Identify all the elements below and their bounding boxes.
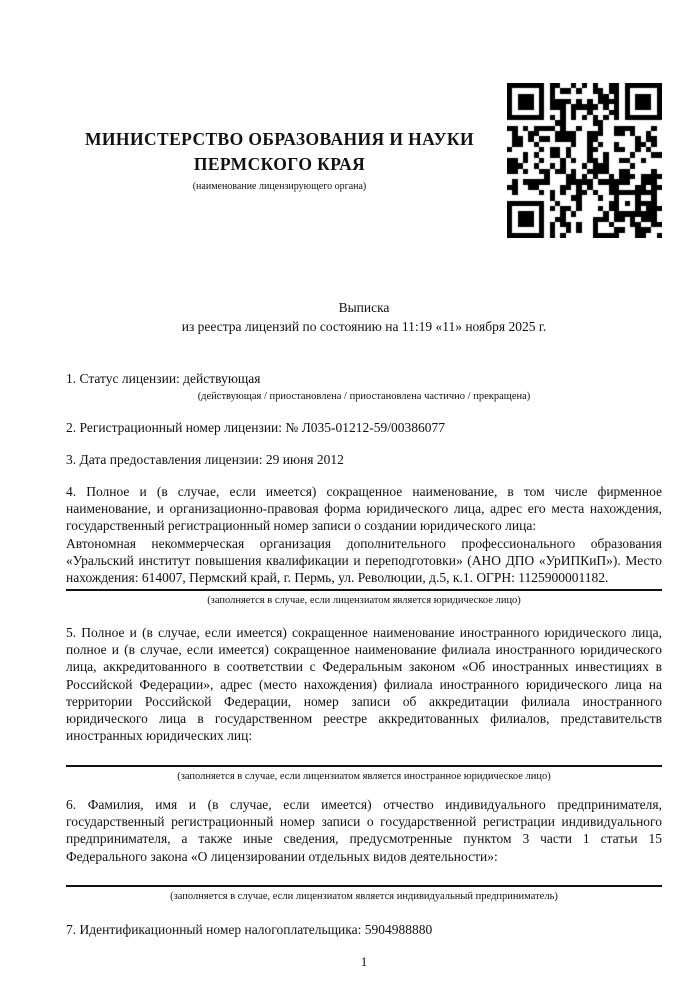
foreign-entity-caption: (заполняется в случае, если лицензиатом является иностранное юридическое лицо) (177, 770, 551, 782)
legal-entity-prompt: 4. Полное и (в случае, если имеется) сокращенное наименование, в том числе фирменное наименование, и организационно-правовая форма юридического лица, адрес его места нахождения, государственный регистрационный номер записи о создании юридического лица: (66, 483, 662, 534)
taxpayer-number-text: 7. Идентификационный номер налогоплательщика: 5904988880 (66, 921, 433, 937)
license-status-text: 1. Статус лицензии: действующая (66, 371, 261, 386)
entrepreneur-caption: (заполняется в случае, если лицензиатом является индивидуальный предприниматель) (170, 890, 558, 902)
document-header (66, 83, 662, 238)
field-foreign-entity (66, 624, 662, 783)
blank-fill-space (66, 745, 662, 763)
ministry-name-line1: МИНИСТЕРСТВО ОБРАЗОВАНИЯ И НАУКИ (85, 129, 474, 149)
fill-line (66, 885, 662, 887)
grant-date-text: 3. Дата предоставления лицензии: 29 июня 2012 (66, 451, 344, 467)
entrepreneur-prompt: 6. Фамилия, имя и (в случае, если имеется) отчество индивидуального предпринимателя, государственный регистрационный номер записи о государственной регистрации индивидуального предпринимателя, а также иные сведения, предусмотренные пунктом 3 части 1 статьи 15 Федерального закона «О лицензировании отдельных видов деятельности»: (66, 796, 662, 864)
blank-fill-space (66, 865, 662, 883)
ministry-name-line2: ПЕРМСКОГО КРАЯ (193, 154, 366, 174)
field-individual-entrepreneur (66, 796, 662, 903)
registration-number-text: 2. Регистрационный номер лицензии: № Л035-01212-59/00386077 (66, 420, 446, 436)
document-title-line2: из реестра лицензий по состоянию на 11:19 «11» ноября 2025 г. (181, 319, 547, 334)
page-number: 1 (360, 954, 368, 970)
fill-line (66, 589, 662, 591)
licensing-authority-caption: (наименование лицензирующего органа) (192, 181, 367, 192)
fill-line (66, 765, 662, 767)
license-status-options-caption: (действующая / приостановлена / приостановлена частично / прекращена) (197, 391, 531, 403)
legal-entity-caption: (заполняется в случае, если лицензиатом является юридическое лицо) (207, 594, 521, 606)
field-legal-entity (66, 483, 662, 607)
document-title-line1: Выписка (338, 300, 390, 315)
document-title (66, 298, 662, 336)
field-taxpayer-number (66, 921, 662, 938)
field-grant-date (66, 451, 662, 468)
qr-code (507, 83, 662, 238)
foreign-entity-prompt: 5. Полное и (в случае, если имеется) сокращенное наименование иностранного юридического лица, полное и (в случае, если имеется) сокращенное наименование филиала иностранного юридического лица, аккредитованного в соответствии с Федеральным законом «Об иностранных инвестициях в Российской Федерации», адрес (место нахождения) филиала иностранного юридического лица на территории Российской Федерации, номер записи об аккредитации филиала иностранного юридического лица в государственном реестре аккредитованных филиалов, представительств иностранных юридических лиц: (66, 624, 662, 744)
licensing-authority-block (66, 83, 507, 193)
legal-entity-value: Автономная некоммерческая организация дополнительного профессионального образования «Уральский институт повышения квалификации и переподготовки» (АНО ДПО «УрИПКиП»). Место нахождения: 614007, Пермский край, г. Пермь, ул. Революции, д.5, к.1. ОГРН: 1125900001182. (66, 535, 662, 586)
field-license-status (66, 370, 662, 403)
field-registration-number (66, 419, 662, 436)
license-fields (66, 370, 662, 938)
